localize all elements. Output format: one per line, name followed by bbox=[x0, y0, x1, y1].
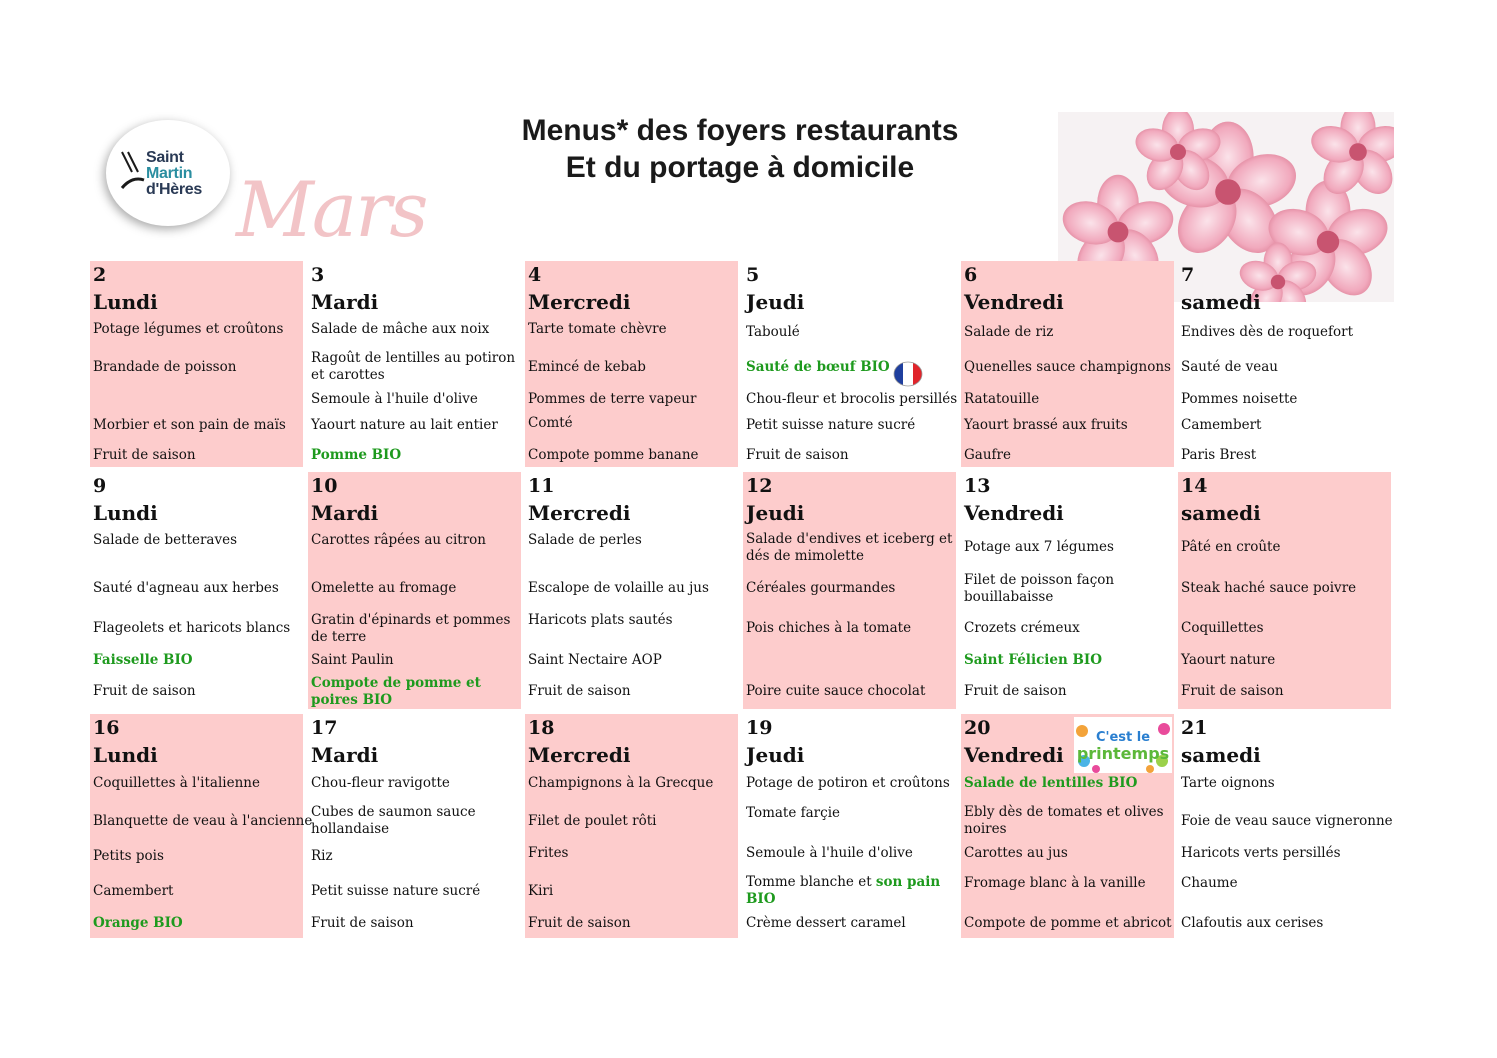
day-cell-6 bbox=[961, 261, 1174, 467]
day-cell-5 bbox=[743, 261, 956, 467]
day-cell-11 bbox=[525, 472, 738, 709]
menu-item: Fruit de saison bbox=[311, 915, 414, 931]
title-line1: Menus* des foyers restaurants bbox=[521, 114, 959, 147]
menu-item: Paris Brest bbox=[1181, 447, 1257, 463]
menu-item: Tomate farçie bbox=[746, 805, 841, 821]
day-name: samedi bbox=[1181, 743, 1261, 767]
menu-item: Fruit de saison bbox=[528, 683, 631, 699]
day-name: Mercredi bbox=[528, 501, 631, 525]
menu-item: Steak haché sauce poivre bbox=[1181, 580, 1357, 596]
day-name: Vendredi bbox=[964, 743, 1064, 767]
menu-item: Chou-fleur ravigotte bbox=[311, 775, 450, 791]
menu-item: Fruit de saison bbox=[93, 447, 196, 463]
day-name: Lundi bbox=[93, 501, 158, 525]
menu-item: Semoule à l'huile d'olive bbox=[311, 391, 478, 407]
menu-item: Sauté d'agneau aux herbes bbox=[93, 580, 279, 596]
day-name: Jeudi bbox=[746, 501, 805, 525]
menu-item: Blanquette de veau à l'ancienne bbox=[93, 813, 313, 829]
logo-mark-icon bbox=[120, 150, 146, 190]
menu-item: Gaufre bbox=[964, 447, 1011, 463]
menu-item: Tarte oignons bbox=[1181, 775, 1275, 791]
menu-item: Fruit de saison bbox=[93, 683, 196, 699]
menu-item: Carottes au jus bbox=[964, 845, 1068, 861]
menu-item: Carottes râpées au citron bbox=[311, 532, 486, 548]
menu-item: Salade de perles bbox=[528, 532, 642, 548]
menu-item: Camembert bbox=[1181, 417, 1262, 433]
day-number: 19 bbox=[746, 717, 773, 739]
day-number: 18 bbox=[528, 717, 555, 739]
menu-item: Poire cuite sauce chocolat bbox=[746, 683, 926, 699]
day-name: samedi bbox=[1181, 290, 1261, 314]
menu-item: Omelette au fromage bbox=[311, 580, 457, 596]
menu-item: Saint Paulin bbox=[311, 652, 394, 668]
day-cell-16 bbox=[90, 714, 313, 938]
day-name: Lundi bbox=[93, 290, 158, 314]
menu-item: Sauté de veau bbox=[1181, 359, 1278, 375]
day-cell-7 bbox=[1178, 261, 1391, 467]
menu-item: Potage de potiron et croûtons bbox=[746, 775, 950, 791]
menu-item: Salade d'endives et iceberg et dés de mimolette bbox=[746, 531, 953, 564]
menu-item: Brandade de poisson bbox=[93, 359, 237, 375]
menu-item: Crème dessert caramel bbox=[746, 915, 906, 931]
day-name: Lundi bbox=[93, 743, 158, 767]
menu-item: Petit suisse nature sucré bbox=[311, 883, 481, 899]
logo-text bbox=[146, 150, 202, 198]
menu-item: Potage légumes et croûtons bbox=[93, 321, 284, 337]
menu-item: Filet de poulet rôti bbox=[528, 813, 657, 829]
day-cell-19 bbox=[743, 714, 956, 938]
day-name: Mercredi bbox=[528, 290, 631, 314]
day-number: 7 bbox=[1181, 264, 1195, 286]
menu-item-bio: Sauté de bœuf BIO bbox=[746, 359, 890, 375]
menu-item: Chou-fleur et brocolis persillés bbox=[746, 391, 958, 407]
menu-item: Petits pois bbox=[93, 848, 164, 864]
menu-item-bio: Saint Félicien BIO bbox=[964, 652, 1103, 668]
menu-item: Taboulé bbox=[746, 324, 800, 340]
logo-line1: Saint bbox=[146, 149, 184, 166]
menu-item: Fruit de saison bbox=[1181, 683, 1284, 699]
menu-item: Riz bbox=[311, 848, 333, 864]
day-number: 5 bbox=[746, 264, 760, 286]
menu-item: Salade de riz bbox=[964, 324, 1054, 340]
day-number: 20 bbox=[964, 717, 991, 739]
menu-item-bio: son pain BIO bbox=[746, 874, 941, 907]
day-number: 6 bbox=[964, 264, 978, 286]
day-number: 11 bbox=[528, 475, 555, 497]
menu-item: Escalope de volaille au jus bbox=[528, 580, 709, 596]
menu-item: Foie de veau sauce vigneronne bbox=[1181, 813, 1393, 829]
menu-item-bio: Orange BIO bbox=[93, 915, 183, 931]
menu-item-text: Tomme blanche et bbox=[746, 874, 876, 890]
menu-item: Fromage blanc à la vanille bbox=[964, 875, 1146, 891]
day-number: 3 bbox=[311, 264, 325, 286]
day-number: 4 bbox=[528, 264, 542, 286]
day-number: 13 bbox=[964, 475, 991, 497]
day-name: Jeudi bbox=[746, 290, 805, 314]
menu-item: Fruit de saison bbox=[528, 915, 631, 931]
menu-item: Champignons à la Grecque bbox=[528, 775, 714, 791]
day-name: Mardi bbox=[311, 290, 379, 314]
menu-item: Chaume bbox=[1181, 875, 1238, 891]
month-title: Mars bbox=[236, 165, 427, 254]
menu-item: Yaourt nature au lait entier bbox=[311, 417, 498, 433]
day-name: Mercredi bbox=[528, 743, 631, 767]
menu-item: Ratatouille bbox=[964, 391, 1040, 407]
day-number: 21 bbox=[1181, 717, 1208, 739]
menu-item: Endives dès de roquefort bbox=[1181, 324, 1354, 340]
menu-item: Fruit de saison bbox=[746, 447, 849, 463]
menu-item: Yaourt nature bbox=[1181, 652, 1276, 668]
day-cell-21 bbox=[1178, 714, 1391, 938]
menu-item: Fruit de saison bbox=[964, 683, 1067, 699]
menu-item: Gratin d'épinards et pommes de terre bbox=[311, 612, 511, 645]
menu-item: Filet de poisson façon bouillabaisse bbox=[964, 572, 1115, 605]
title-line2: Et du portage à domicile bbox=[565, 151, 915, 184]
menu-item-bio: Salade de lentilles BIO bbox=[964, 775, 1138, 791]
menu-item: Saint Nectaire AOP bbox=[528, 652, 662, 668]
menu-item-bio: Compote de pomme et poires BIO bbox=[311, 675, 481, 708]
menu-item: Potage aux 7 légumes bbox=[964, 539, 1114, 555]
menu-item: Pois chiches à la tomate bbox=[746, 620, 912, 636]
day-cell-14 bbox=[1178, 472, 1391, 709]
day-name: samedi bbox=[1181, 501, 1261, 525]
day-cell-2 bbox=[90, 261, 303, 467]
menu-item: Ragoût de lentilles au potiron et carottes bbox=[311, 350, 516, 383]
day-cell-3 bbox=[308, 261, 521, 467]
logo bbox=[106, 120, 230, 226]
day-name: Mardi bbox=[311, 501, 379, 525]
day-cell-12 bbox=[743, 472, 956, 709]
menu-item: Haricots plats sautés bbox=[528, 612, 673, 628]
menu-item: Petit suisse nature sucré bbox=[746, 417, 916, 433]
menu-item: Crozets crémeux bbox=[964, 620, 1080, 636]
menu-item bbox=[746, 874, 954, 908]
page-title bbox=[440, 112, 1040, 186]
menu-item: Quenelles sauce champignons bbox=[964, 359, 1171, 375]
menu-item: Flageolets et haricots blancs bbox=[93, 620, 291, 636]
french-flag-icon bbox=[893, 361, 923, 387]
menu-item: Compote pomme banane bbox=[528, 447, 699, 463]
day-number: 10 bbox=[311, 475, 338, 497]
menu-item: Frites bbox=[528, 845, 569, 861]
menu-item: Salade de betteraves bbox=[93, 532, 238, 548]
badge-line1: C'est le bbox=[1095, 730, 1151, 745]
menu-item: Semoule à l'huile d'olive bbox=[746, 845, 913, 861]
day-number: 16 bbox=[93, 717, 120, 739]
day-number: 12 bbox=[746, 475, 773, 497]
menu-item: Pommes de terre vapeur bbox=[528, 391, 697, 407]
menu-item: Morbier et son pain de maïs bbox=[93, 417, 286, 433]
printemps-badge-icon bbox=[1074, 717, 1172, 773]
menu-item: Tarte tomate chèvre bbox=[528, 321, 667, 337]
badge-line2: printemps bbox=[1076, 744, 1170, 763]
menu-item: Coquillettes bbox=[1181, 620, 1264, 636]
day-cell-18 bbox=[525, 714, 738, 938]
day-number: 2 bbox=[93, 264, 107, 286]
day-cell-20 bbox=[961, 714, 1174, 938]
day-cell-17 bbox=[308, 714, 521, 938]
day-cell-10 bbox=[308, 472, 521, 709]
menu-item: Emincé de kebab bbox=[528, 359, 646, 375]
menu-item: Cubes de saumon sauce hollandaise bbox=[311, 804, 476, 837]
menu-item: Haricots verts persillés bbox=[1181, 845, 1341, 861]
day-cell-9 bbox=[90, 472, 303, 709]
menu-item: Clafoutis aux cerises bbox=[1181, 915, 1324, 931]
menu-item-bio: Pomme BIO bbox=[311, 447, 402, 463]
day-number: 14 bbox=[1181, 475, 1208, 497]
day-cell-4 bbox=[525, 261, 738, 467]
day-number: 17 bbox=[311, 717, 338, 739]
logo-line2: Martin bbox=[146, 165, 193, 182]
menu-item: Camembert bbox=[93, 883, 174, 899]
menu-item: Yaourt brassé aux fruits bbox=[964, 417, 1128, 433]
menu-item: Salade de mâche aux noix bbox=[311, 321, 490, 337]
menu-item-bio: Faisselle BIO bbox=[93, 652, 193, 668]
menu-item: Comté bbox=[528, 415, 573, 431]
logo-line3: d'Hères bbox=[146, 181, 202, 198]
day-name: Vendredi bbox=[964, 290, 1064, 314]
day-number: 9 bbox=[93, 475, 107, 497]
menu-item: Ebly dès de tomates et olives noires bbox=[964, 804, 1164, 837]
menu-item: Pommes noisette bbox=[1181, 391, 1298, 407]
day-cell-13 bbox=[961, 472, 1174, 709]
menu-item: Compote de pomme et abricot bbox=[964, 915, 1172, 931]
menu-item: Céréales gourmandes bbox=[746, 580, 896, 596]
day-name: Jeudi bbox=[746, 743, 805, 767]
menu-item: Coquillettes à l'italienne bbox=[93, 775, 260, 791]
day-name: Mardi bbox=[311, 743, 379, 767]
menu-item: Kiri bbox=[528, 883, 554, 899]
day-name: Vendredi bbox=[964, 501, 1064, 525]
menu-item: Pâté en croûte bbox=[1181, 539, 1281, 555]
